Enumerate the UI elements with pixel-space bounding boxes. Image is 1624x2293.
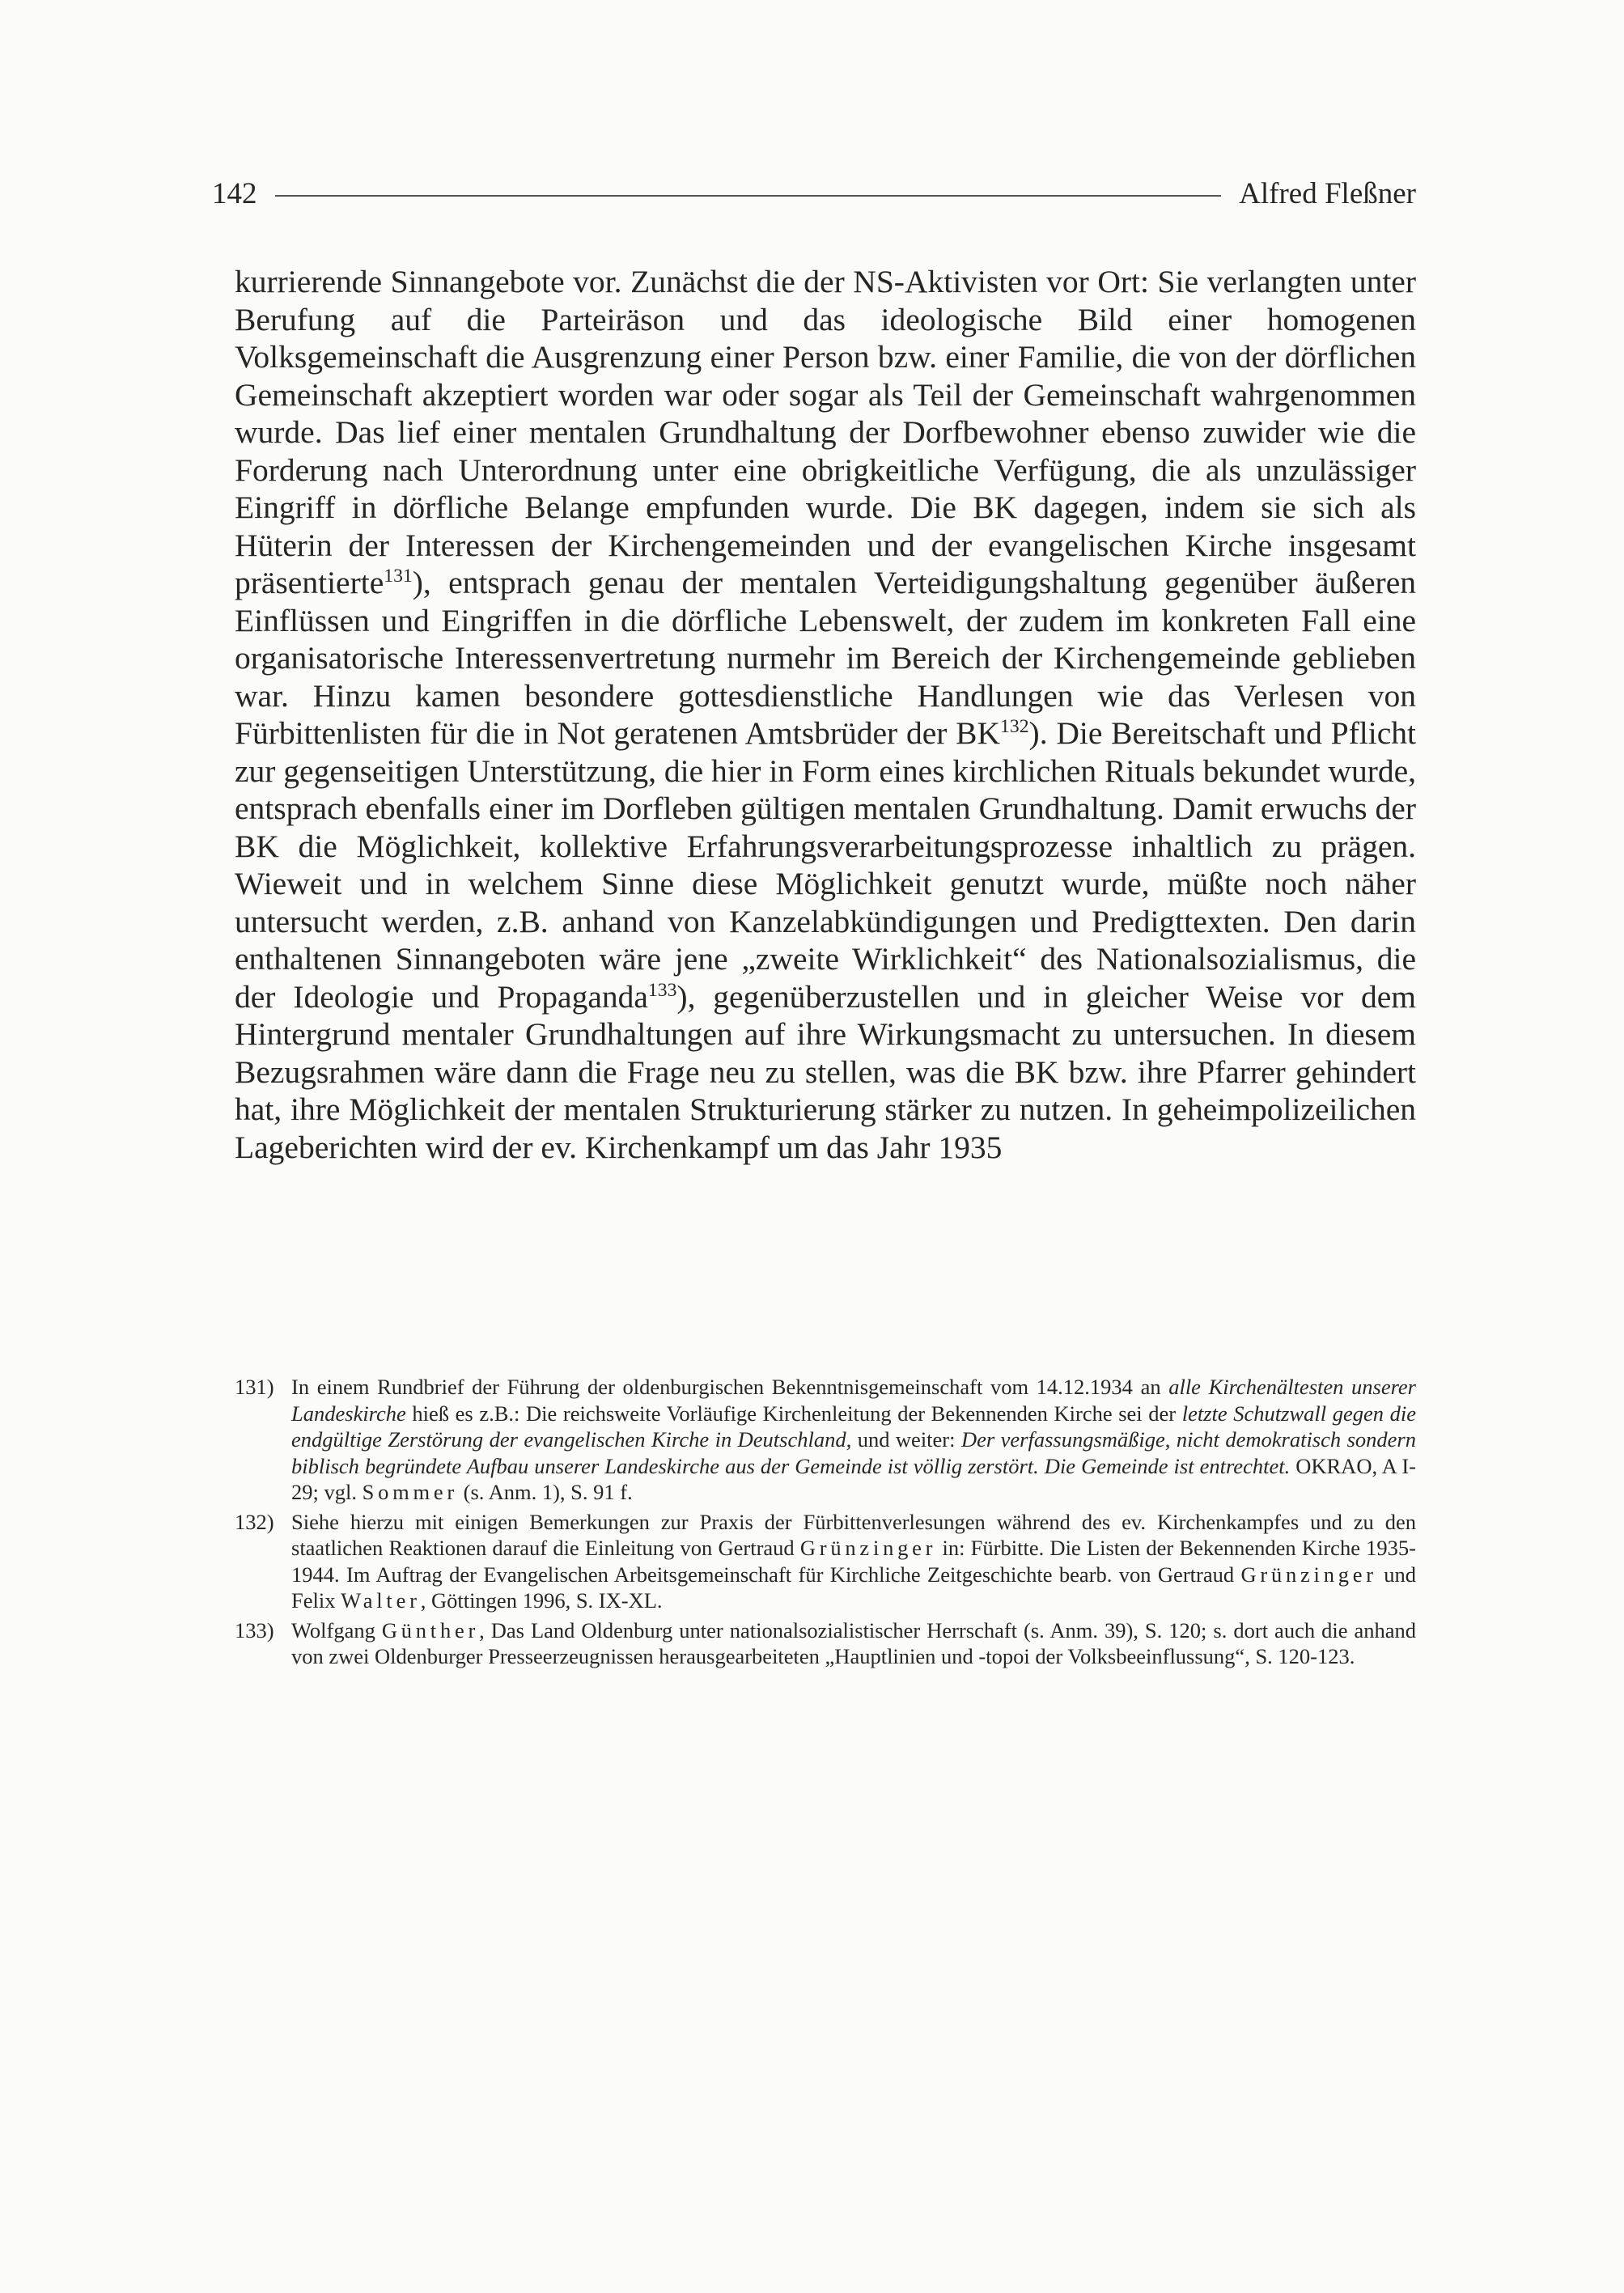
running-header (212, 172, 1416, 215)
footnote-segment: , Göttingen 1996, S. IX-XL. (420, 1588, 663, 1613)
footnotes (235, 1374, 1416, 1673)
footnote-text (291, 1509, 1416, 1614)
footnote-italic: alle Kirchenältesten unserer Landeskirche (291, 1375, 1416, 1426)
footnote-133 (235, 1617, 1416, 1670)
footnote-132 (235, 1509, 1416, 1614)
footnote-segment: und Felix (291, 1562, 1416, 1613)
running-head-author: Alfred Fleßner (1239, 176, 1416, 210)
footnote-author-name: Sommer (362, 1480, 459, 1504)
footnote-segment: In einem Rundbrief der Führung der oldenburgischen Bekenntnisgemeinschaft vom 14.12.1934 an (291, 1375, 1169, 1399)
header-rule (275, 195, 1222, 197)
footnote-segment: (s. Anm. 1), S. 91 f. (458, 1480, 633, 1504)
footnote-segment: in: Fürbitte. Die Listen der Bekennenden Kirche 1935-1944. Im Auftrag der Evangelischen Arbeitsgemeinschaft für Kirchliche Zeitgeschichte bearb. von Gertraud (291, 1536, 1416, 1587)
footnote-number: 132) (235, 1509, 274, 1534)
footnote-italic: Der verfassungsmäßige, nicht demokratisch sondern biblisch begründete Aufbau unserer Landeskirche aus der Gemeinde ist völlig zerstört. Die Gemeinde ist entrechtet. (291, 1427, 1416, 1478)
footnote-author-name: Günther (381, 1617, 480, 1642)
footnote-author-name: Grünzinger (799, 1536, 937, 1560)
footnote-segment: , Das Land Oldenburg unter nationalsozialistischer Herrschaft (s. Anm. 39), S. 120; s. dort auch die anhand von zwei Oldenburger Presseerzeugnissen herausgearbeiteten „Hauptlinien und -topoi der Volksbeeinflussung“, S. 120-123. (291, 1617, 1416, 1668)
footnote-ref: 132 (1000, 715, 1029, 737)
footnote-131 (235, 1374, 1416, 1506)
footnote-text (291, 1617, 1416, 1670)
footnote-italic: letzte Schutzwall gegen die endgültige Zerstörung der evangelischen Kirche in Deutschland, (291, 1401, 1416, 1452)
footnote-segment: hieß es z.B.: Die reichsweite Vorläufige Kirchenleitung der Bekennenden Kirche sei der (405, 1401, 1182, 1426)
footnote-text (291, 1374, 1416, 1506)
main-text (235, 263, 1416, 1166)
body-segment: kurrierende Sinnangebote vor. Zunächst die der NS-Aktivisten vor Ort: Sie verlangten unter Berufung auf die Parteiräson und das ideologische Bild einer homogenen Volksgemeinschaft die Ausgrenzung einer Person bzw. einer Familie, die von der dörflichen Gemeinschaft akzeptiert worden war oder sogar als Teil der Gemeinschaft wahrgenommen wurde. Das lief einer mentalen Grundhaltung der Dorfbewohner ebenso zuwider wie die Forderung nach Unterordnung unter eine obrigkeitliche Verfügung, die als unzulässiger Eingriff in dörfliche Belange empfunden wurde. Die BK dagegen, indem sie sich als Hüterin der Interessen der Kirchengemeinden und der evangelischen Kirche insgesamt präsentierte (235, 264, 1416, 600)
footnote-segment: OKRAO, A I-29; vgl. (291, 1453, 1416, 1504)
footnote-number: 131) (235, 1375, 274, 1399)
footnote-ref: 131 (384, 565, 413, 587)
body-segment: ), entsprach genau der mentalen Verteidigungshaltung gegenüber äußeren Einflüssen und Eingriffen in die dörfliche Lebenswelt, der zudem im konkreten Fall eine organisatorische Interessenvertretung nurmehr im Bereich der Kirchengemeinde geblieben war. Hinzu kamen besondere gottesdienstliche Handlungen wie das Verlesen von Fürbittenlisten für die in Not geratenen Amtsbrüder der BK (235, 565, 1416, 751)
body-segment: ), gegenüberzustellen und in gleicher Weise vor dem Hintergrund mentaler Grundhaltungen auf ihre Wirkungsmacht zu untersuchen. In diesem Bezugsrahmen wäre dann die Frage neu zu stellen, was die BK bzw. ihre Pfarrer gehindert hat, ihre Möglichkeit der mentalen Strukturierung stärker zu nutzen. In geheimpolizeilichen Lageberichten wird der ev. Kirchenkampf um das Jahr 1935 (235, 978, 1416, 1165)
footnote-author-name: Grünzinger (1240, 1562, 1377, 1587)
body-segment: ). Die Bereitschaft und Pflicht zur gegenseitigen Unterstützung, die hier in Form eines kirchlichen Rituals bekundet wurde, entsprach ebenfalls einer im Dorfleben gültigen mentalen Grundhaltung. Damit erwuchs der BK die Möglichkeit, kollektive Erfahrungsverarbeitungsprozesse inhaltlich zu prägen. Wieweit und in welchem Sinne diese Möglichkeit genutzt wurde, müßte noch näher untersucht werden, z.B. anhand von Kanzelabkündigungen und Predigttexten. Den darin enthaltenen Sinnangeboten wäre jene „zweite Wirklichkeit“ des Nationalsozialismus, die der Ideologie und Propaganda (235, 715, 1417, 1015)
footnote-author-name: Walter (341, 1588, 421, 1613)
page-number: 142 (212, 176, 257, 210)
body-paragraph (235, 263, 1416, 1166)
footnote-segment: Siehe hierzu mit einigen Bemerkungen zur Praxis der Fürbittenverlesungen während des ev. Kirchenkampfes und zu den staatlichen Reaktionen darauf die Einleitung von Gertraud (291, 1509, 1416, 1560)
footnote-segment: Wolfgang (291, 1617, 382, 1642)
footnote-segment: und weiter: (851, 1427, 961, 1452)
footnote-ref: 133 (647, 979, 677, 1001)
footnote-number: 133) (235, 1617, 274, 1642)
